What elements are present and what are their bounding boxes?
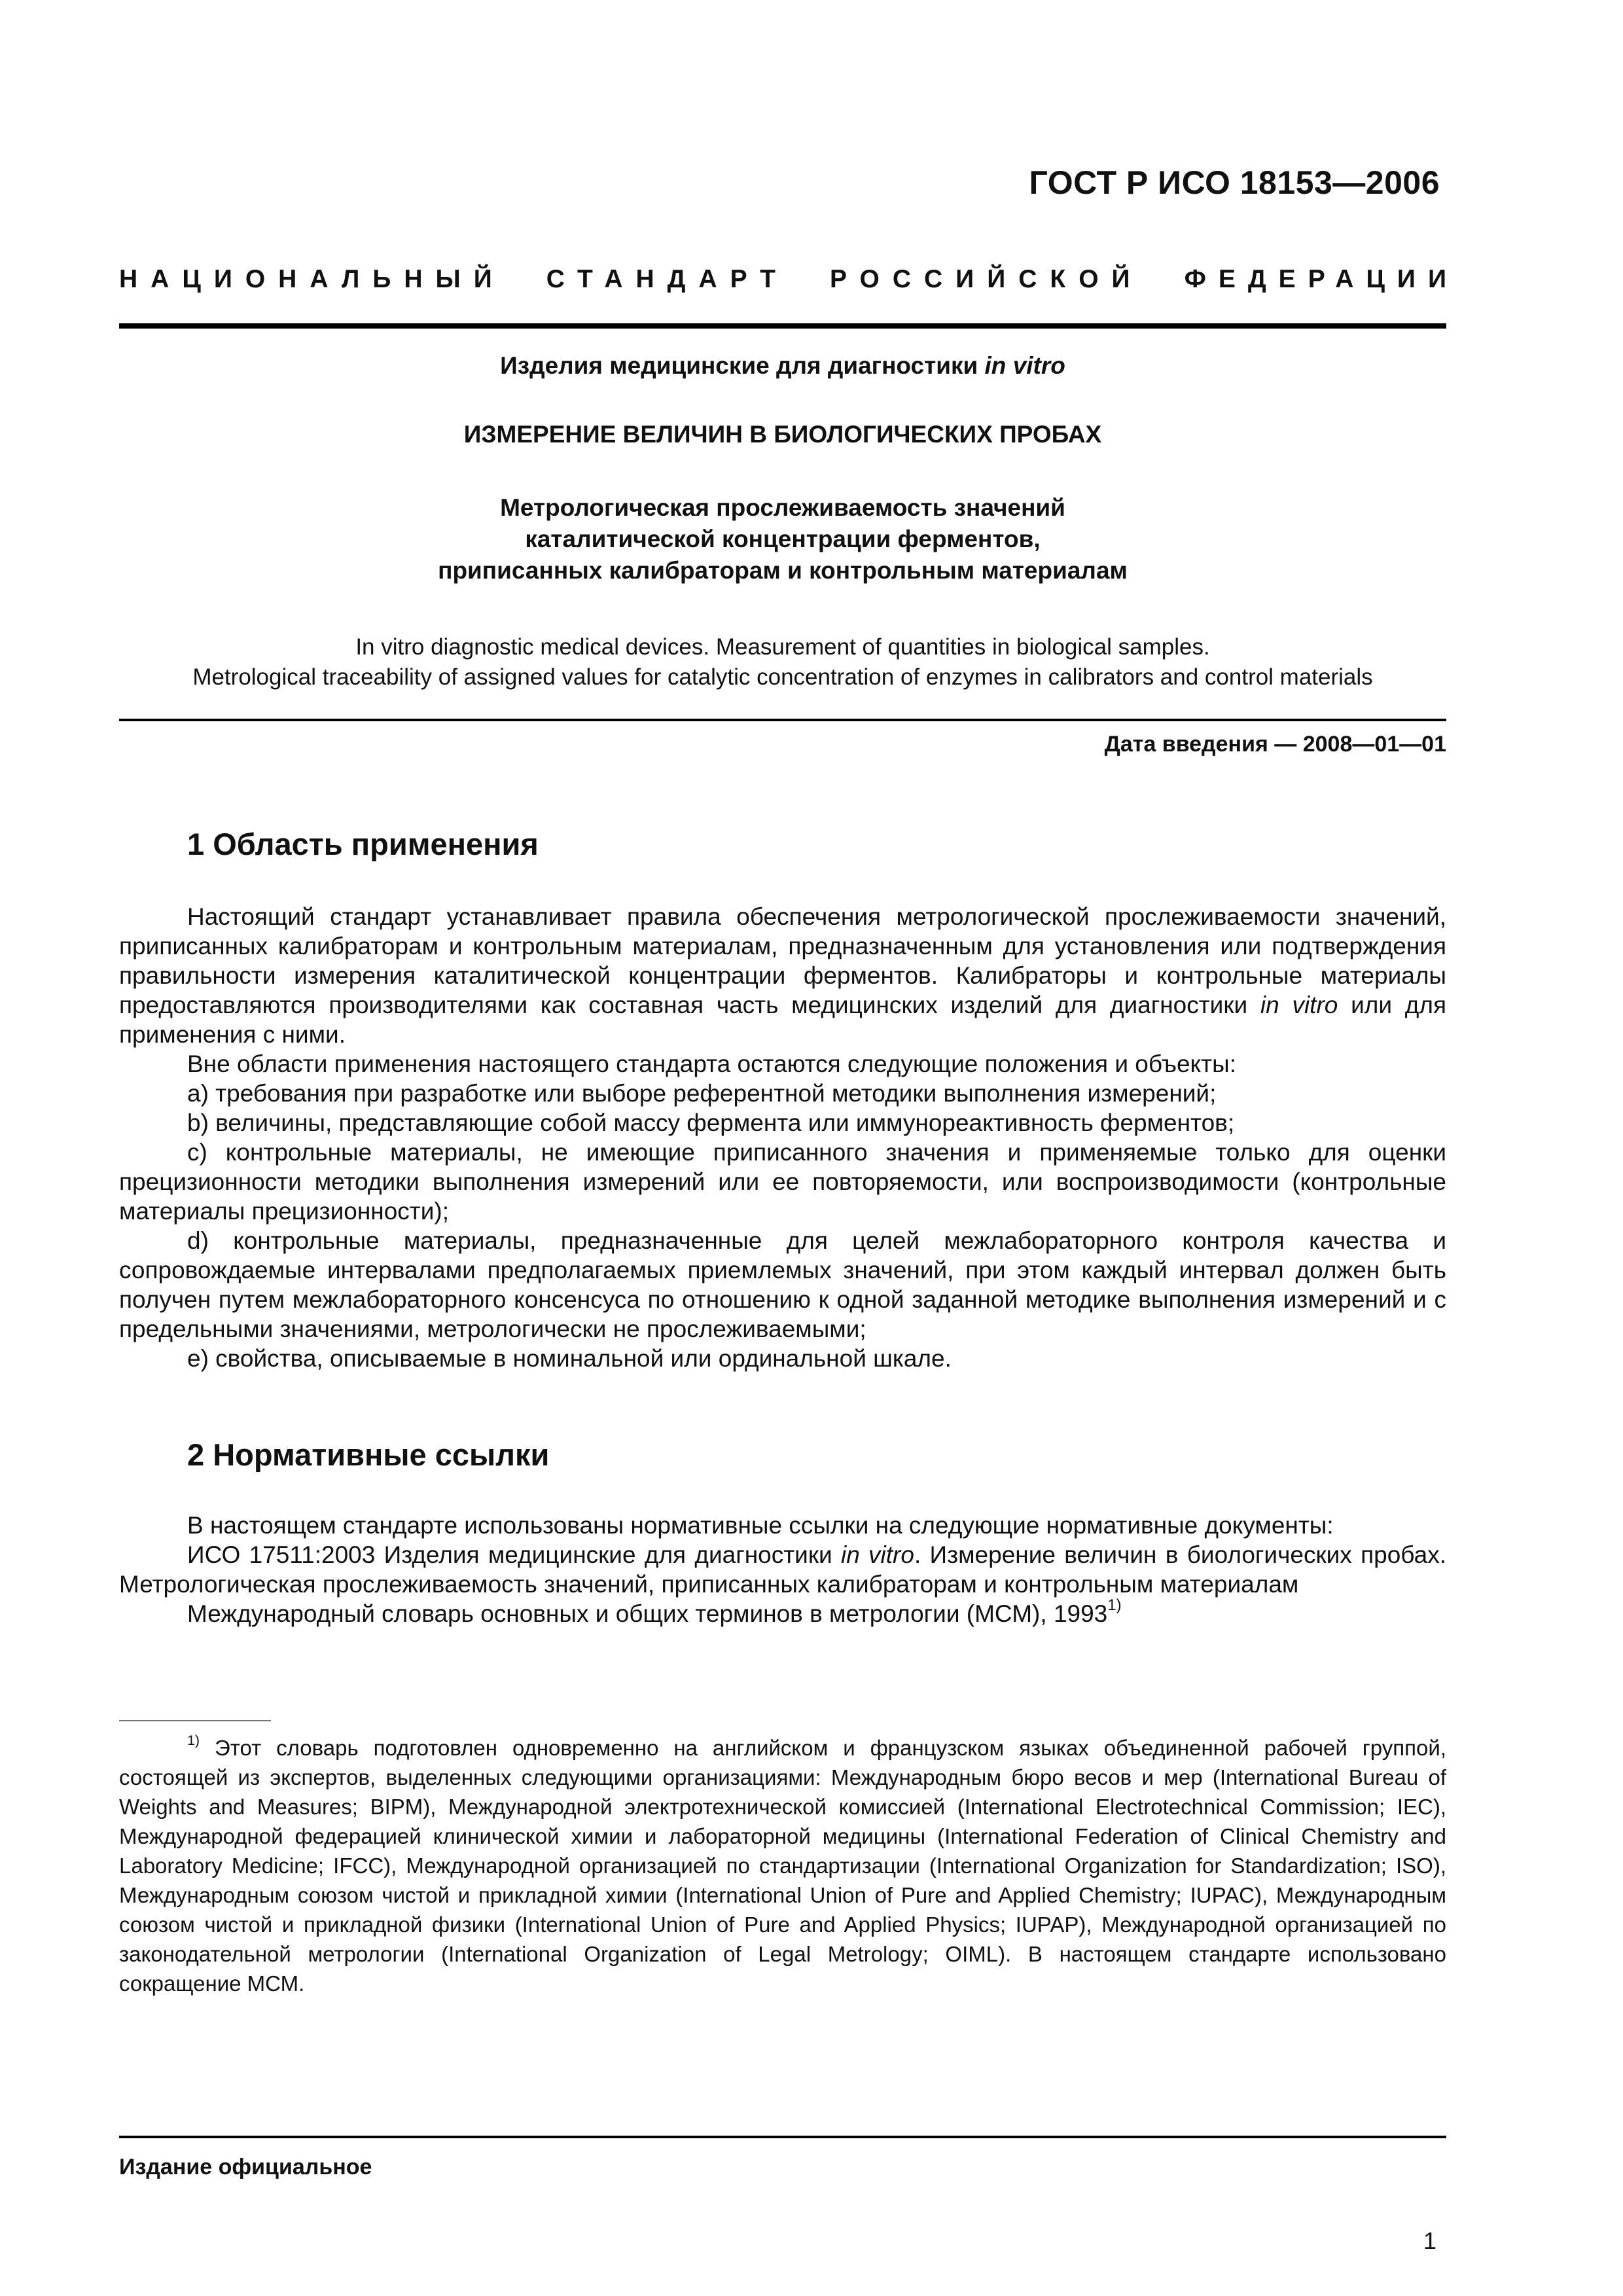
header-rule [119, 323, 1446, 329]
reference-item [119, 1540, 1446, 1599]
footer-rule [119, 2136, 1446, 2138]
title-rule [119, 719, 1446, 721]
title-line-1 [119, 352, 1446, 380]
banner-word: РОССИЙСКОЙ [830, 265, 1143, 293]
official-edition: Издание официальное [119, 2155, 372, 2179]
footnote-text [119, 1733, 1446, 1998]
banner-word: НАЦИОНАЛЬНЫЙ [119, 265, 505, 293]
english-title [119, 632, 1446, 692]
paragraph: В настоящем стандарте использованы нормативные ссылки на следующие нормативные документы: [187, 1512, 1334, 1539]
list-item: d) контрольные материалы, предназначенные для целей межлабораторного контроля качества и сопровождаемые интервалами предполагаемых приемлемых значений, при этом каждый интервал должен быть получен путем межлабораторного консенсуса по отношению к одной заданной методике выполнения измерений и с предельными значениями, метрологически не прослеживаемыми; [119, 1227, 1446, 1342]
paragraph-italic: in vitro [1260, 992, 1338, 1018]
list-item: e) свойства, описываемые в номинальной или ординальной шкале. [187, 1345, 952, 1372]
section-2-heading: 2 Нормативные ссылки [187, 1437, 550, 1472]
title-line-2: ИЗМЕРЕНИЕ ВЕЛИЧИН В БИОЛОГИЧЕСКИХ ПРОБАХ [463, 421, 1102, 448]
introduction-date: Дата введения — 2008—01—01 [1104, 732, 1446, 757]
subtitle-line: приписанных калибраторам и контрольным материалам [438, 557, 1128, 584]
footnote [119, 1733, 1446, 1998]
footnote-marker: 1) [187, 1732, 200, 1748]
subtitle-line: Метрологическая прослеживаемость значений [500, 494, 1065, 521]
paragraph [119, 902, 1446, 1049]
paragraph-text: . Измерение величин в биологических пробах. Метрологическая прослеживаемость значений, приписанных калибраторам и контрольным материалам [119, 1541, 1446, 1598]
document-code: ГОСТ Р ИСО 18153—2006 [1029, 164, 1440, 201]
section-1-body [119, 902, 1446, 1373]
page-number: 1 [1423, 2227, 1436, 2254]
paragraph-text: Настоящий стандарт устанавливает правила обеспечения метрологической прослеживаемости значений, приписанных калибраторам и контрольным материалам, предназначенным для установления или подтверждения правильности измерения каталитической концентрации ферментов. Калибраторы и контрольные материалы предоставляются производителями как составная часть медицинских изделий для диагностики [119, 903, 1446, 1018]
reference-item [119, 1596, 1446, 1628]
banner-word: ФЕДЕРАЦИИ [1184, 265, 1459, 293]
english-title-line: In vitro diagnostic medical devices. Measurement of quantities in biological samples. [355, 634, 1210, 660]
list-item: c) контрольные материалы, не имеющие приписанного значения и применяемые только для оценки прецизионности методики выполнения измерений или ее повторяемости, или воспроизводимости (контрольные материалы прецизионности); [119, 1139, 1446, 1225]
subtitle-line: каталитической концентрации ферментов, [525, 526, 1041, 552]
title-line-3 [119, 492, 1446, 586]
list-item: a) требования при разработке или выборе референтной методики выполнения измерений; [187, 1080, 1217, 1107]
paragraph-italic: in vitro [840, 1541, 914, 1568]
english-title-line: Metrological traceability of assigned values for catalytic concentration of enzymes in calibrators and control materials [192, 664, 1373, 690]
paragraph-text: или для применения с ними. [119, 992, 1446, 1048]
banner-word: СТАНДАРТ [546, 265, 789, 293]
footnote-ref: 1) [1107, 1596, 1122, 1614]
section-1-heading: 1 Область применения [187, 827, 539, 861]
footnote-rule [119, 1720, 271, 1721]
title-line-1-text: Изделия медицинские для диагностики [500, 352, 985, 379]
national-standard-banner [119, 265, 1459, 294]
section-2-body [119, 1511, 1446, 1628]
title-line-1-italic: in vitro [984, 352, 1065, 379]
paragraph-text: Международный словарь основных и общих терминов в метрологии (МСМ), 1993 [187, 1600, 1108, 1627]
footnote-body: Этот словарь подготовлен одновременно на английском и французском языках объединенной рабочей группой, состоящей из экспертов, выделенных следующими организациями: Международным бюро весов и мер (International Bureau of Weights and Measures; BIPM), Международной электротехнической комиссией (International Electrotechnical Commission; IEC), Международной федерацией клинической химии и лабораторной медицины (International Federation of Clinical Chemistry and Laboratory Medicine; IFCC), Международной организацией по стандартизации (International Organization for Standardization; ISO), Международным союзом чистой и прикладной химии (International Union of Pure and Applied Chemistry; IUPAC), Международным союзом чистой и прикладной физики (International Union of Pure and Applied Physics; IUPAP), Международной организацией по законодательной метрологии (International Organization of Legal Metrology; OIML). В настоящем стандарте использовано сокращение МСМ. [119, 1736, 1446, 1996]
paragraph-text: ИСО 17511:2003 Изделия медицинские для диагностики [187, 1541, 841, 1568]
paragraph: Вне области применения настоящего стандарта остаются следующие положения и объекты: [187, 1050, 1236, 1077]
list-item: b) величины, представляющие собой массу фермента или иммунореактивность ферментов; [187, 1109, 1235, 1136]
